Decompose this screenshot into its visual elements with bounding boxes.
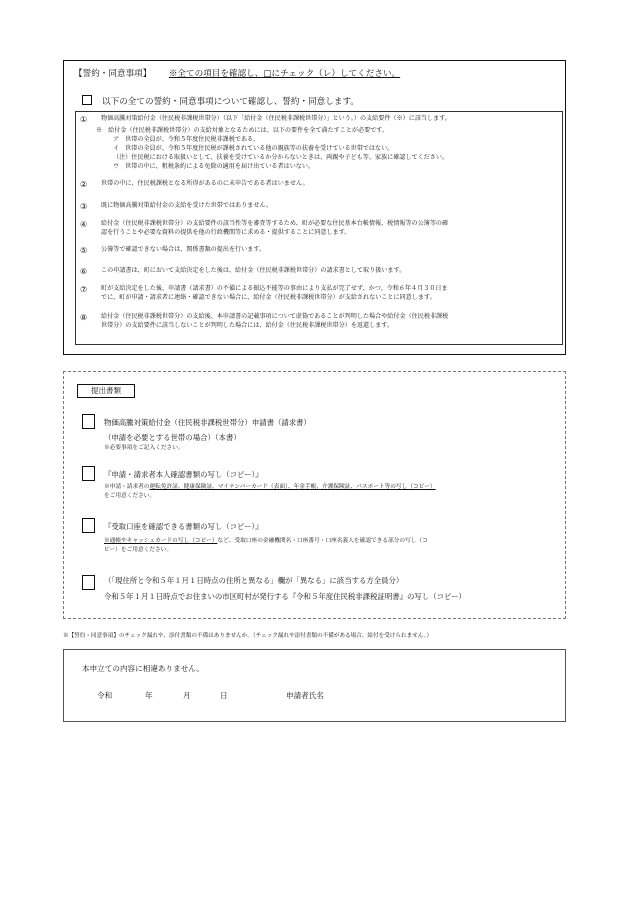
pledge-item: [80, 246, 558, 255]
item-text: 世帯分）の支給要件に該当しないことが判明した場合には、給付金（住民税非課税世帯分）を返還します。: [101, 321, 394, 329]
date-year-label: 年: [145, 691, 153, 700]
doc3-note-cont: ピー）をご用意ください。: [104, 547, 173, 553]
doc1-title: 物価高騰対策給付金（住民税非課税世帯分）申請書（請求書）: [104, 418, 311, 427]
doc2-note: [104, 483, 436, 492]
confirmation-section: [63, 649, 566, 722]
pledge-title-row: [74, 67, 400, 79]
item-text: 既に物価高騰対策給付金の支給を受けた世帯ではありません。: [101, 202, 272, 209]
pledge-item: [80, 285, 558, 303]
documents-header: 提出書類: [77, 384, 135, 398]
item-number: ⑦: [80, 285, 88, 294]
pledge-title: 【誓約・同意事項】: [74, 69, 152, 79]
item-text: この申請書は、町において支給決定をした後は、給付金（住民税非課税世帯分）の請求書として取り扱います。: [101, 267, 406, 274]
item-text: 給付金（住民税非課税世帯分）の支給後、本申請書の記載事項について虚偽であることが判明した場合や給付金（住民税非課税: [101, 313, 449, 320]
item-number: ③: [80, 202, 88, 211]
doc4-checkbox[interactable]: [82, 575, 95, 590]
pledge-item: [80, 313, 558, 331]
pledge-item: [80, 180, 558, 189]
applicant-name-label: 申請者氏名: [286, 691, 324, 700]
agree-all-label: 以下の全ての誓約・同意事項について確認し、誓約・同意します。: [102, 97, 359, 107]
item-text: 公簿等で確認できない場合は、関係書類の提出を行います。: [101, 246, 266, 253]
item-text: 物価高騰対策給付金（住民税非課税世帯分）（以下「給付金（住民税非課税世帯分）」という。）の支給要件（※）に該当します。: [101, 115, 451, 122]
doc4-condition: （「現住所と令和５年１月１日時点の住所と異なる」欄が「異なる」に該当する方全員分）: [104, 576, 404, 585]
doc2-checkbox[interactable]: [82, 466, 95, 481]
doc3-note: [104, 537, 428, 546]
doc2-title: 『申請・請求者本人確認書類の写し（コピー）』: [104, 470, 263, 479]
agree-all-checkbox[interactable]: [82, 95, 92, 105]
pledge-item: [80, 202, 558, 211]
doc3-title: 『受取口座を確認できる書類の写し（コピー）』: [104, 522, 263, 531]
item-number: ⑧: [80, 313, 88, 322]
doc4-title: 令和５年１月１日時点でお住まいの市区町村が発行する『令和５年度住民税非課税証明書』の写し（コピー）: [104, 592, 466, 601]
eligibility-condition-a: ア 世帯の全員が、令和５年度住民税非課税である。: [113, 136, 260, 143]
doc1-checkbox[interactable]: [82, 414, 95, 429]
item-text: 町が支給決定をした後、申請書（請求書）の不備による振込不能等の事由により支払が完了せず、かつ、令和６年４月３０日ま: [101, 285, 448, 292]
doc1-note: ※必要事項をご記入ください。: [104, 445, 184, 451]
item-number: ④: [80, 220, 88, 229]
item-number: ①: [80, 115, 88, 124]
pledge-item: [80, 267, 558, 276]
item-number: ②: [80, 180, 88, 189]
date-era-label: 令和: [97, 691, 113, 700]
eligibility-condition-i: イ 世帯の全員が、令和５年度住民税が課税されている他の親族等の扶養を受けている世帯ではない。: [113, 145, 394, 152]
doc3-note-rest: など、受取口座の金融機関名・口座番号・口座名義人を確認できる部分の写し（コ: [217, 538, 428, 544]
item-text: 世帯の中に、住民税課税となる所得があるのに未申告である者はいません。: [101, 180, 309, 187]
item-number: ⑥: [80, 267, 88, 276]
eligibility-condition-u: ウ 世帯の中に、租税条約による免除の適用を届け出ている者はいない。: [113, 163, 315, 170]
pledge-item: [80, 220, 558, 238]
pledge-instruction: ※全ての項目を確認し、□にチェック（レ）してください。: [168, 69, 401, 79]
item-text: でに、町が申請・請求者に連絡・確認できない場合に、給付金（住民税非課税世帯分）が支給されないことに同意します。: [101, 293, 436, 301]
doc3-checkbox[interactable]: [82, 518, 95, 533]
submission-footnote: ※【誓約・同意事項】のチェック漏れや、添付書類の不備はありませんか。（チェック漏れや添付書類の不備がある場合、給付を受けられません。）: [63, 633, 433, 639]
eligibility-condition-i-note: （注）住民税における取扱いとして、扶養を受けているか分からないときは、両親や子ども等、家族に確認してください。: [113, 154, 449, 161]
date-day-label: 日: [220, 691, 228, 700]
item-text: 認を行うことや必要な資料の提供を他の行政機関等に求める・提供することに同意します。: [101, 228, 351, 236]
eligibility-note: ※ 給付金（住民税非課税世帯分）の支給対象となるためには、以下の要件を全て満たすことが必要です。: [96, 127, 389, 134]
pledge-item: [80, 115, 558, 124]
date-month-label: 月: [183, 691, 191, 700]
doc2-note-id-list: 運転免許証、健康保険証、マイナンバーカード（表面）、年金手帳、介護保険証、パスポート等の写し（コピー）: [149, 484, 436, 490]
doc1-subtitle: （申請を必要とする世帯の場合）（本書）: [104, 433, 241, 442]
doc3-note-passbook: ※通帳やキャッシュカードの写し（コピー）: [104, 538, 218, 544]
doc2-note-prefix: ※申請・請求者の: [104, 484, 150, 490]
agree-all-row[interactable]: [82, 95, 359, 107]
item-number: ⑤: [80, 246, 88, 255]
doc2-note-cont: をご用意ください。: [104, 493, 156, 499]
confirmation-statement: 本申立ての内容に相違ありません。: [82, 664, 204, 673]
item-text: 給付金（住民税非課税世帯分）の支給要件の該当性等を審査等するため、町が必要な住民基本台帳情報、税情報等の公簿等の確: [101, 220, 449, 227]
